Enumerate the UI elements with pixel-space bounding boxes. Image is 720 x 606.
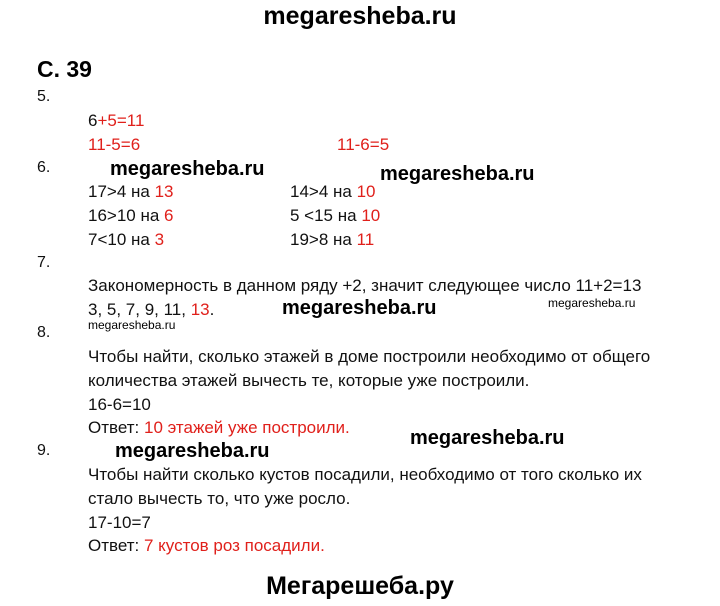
task9-explanation-line1: Чтобы найти сколько кустов посадили, необходимо от того сколько их [88,465,642,484]
task8-answer [88,418,350,438]
comparison: 16>10 на [88,206,165,225]
task5-answer-right: 11-6=5 [337,135,390,154]
equation-part: 6 [88,111,98,130]
task-number: 8. [37,324,51,341]
task8-explanation-line1: Чтобы найти, сколько этажей в доме построили необходимо от общего [88,347,651,366]
sequence-period: . [209,300,215,319]
task6-row-right [290,230,374,250]
watermark-small: megaresheba.ru [88,318,176,332]
comparison-answer: 6 [164,206,174,225]
site-watermark-bottom: Мегарешеба.ру [266,572,454,600]
sequence-values: 3, 5, 7, 9, 11, [88,300,191,319]
task9-answer [88,536,325,556]
equation-answer: +5=11 [97,111,145,130]
task8-equation: 16-6=10 [88,395,151,414]
watermark: megaresheba.ru [110,158,265,180]
comparison: 19>8 на [290,230,357,249]
comparison-answer: 10 [356,182,376,201]
comparison-answer: 3 [154,230,165,249]
watermark: megaresheba.ru [115,440,270,462]
comparison-answer: 10 [361,206,381,225]
site-watermark-top: megaresheba.ru [263,2,457,30]
watermark-small: megaresheba.ru [548,296,636,310]
task-number: 5. [37,88,51,105]
task9-explanation-line2: стало вычесть то, что уже росло. [88,489,351,508]
task6-row-right [290,206,380,226]
task8-explanation-line2: количества этажей вычесть те, которые уже построили. [88,371,530,390]
task-number: 9. [37,442,51,459]
task-number: 6. [37,159,51,176]
task6-row-right [290,182,376,202]
task6-row-left [88,230,164,250]
comparison: 5 <15 на [290,206,362,225]
task7-sequence [88,300,214,320]
comparison: 14>4 на [290,182,357,201]
task6-row-left [88,206,174,226]
answer-text: 7 кустов роз посадили. [143,536,325,555]
comparison: 17>4 на [88,182,155,201]
comparison: 7<10 на [88,230,155,249]
answer-text: 10 этажей уже построили. [143,418,350,437]
task-number: 7. [37,254,51,271]
task9-equation: 17-10=7 [88,513,151,532]
task5-equation [88,111,144,131]
watermark: megaresheba.ru [380,163,535,185]
comparison-answer: 11 [356,230,375,249]
watermark: megaresheba.ru [410,427,565,449]
task7-explanation: Закономерность в данном ряду +2, значит следующее число 11+2=13 [88,276,642,295]
task5-answer-left: 11-5=6 [88,135,141,154]
comparison-answer: 13 [154,182,174,201]
answer-label: Ответ: [88,536,144,555]
answer-label: Ответ: [88,418,144,437]
watermark: megaresheba.ru [282,297,437,319]
sequence-answer: 13 [190,300,210,319]
task6-row-left [88,182,174,202]
page-heading: С. 39 [37,56,92,82]
